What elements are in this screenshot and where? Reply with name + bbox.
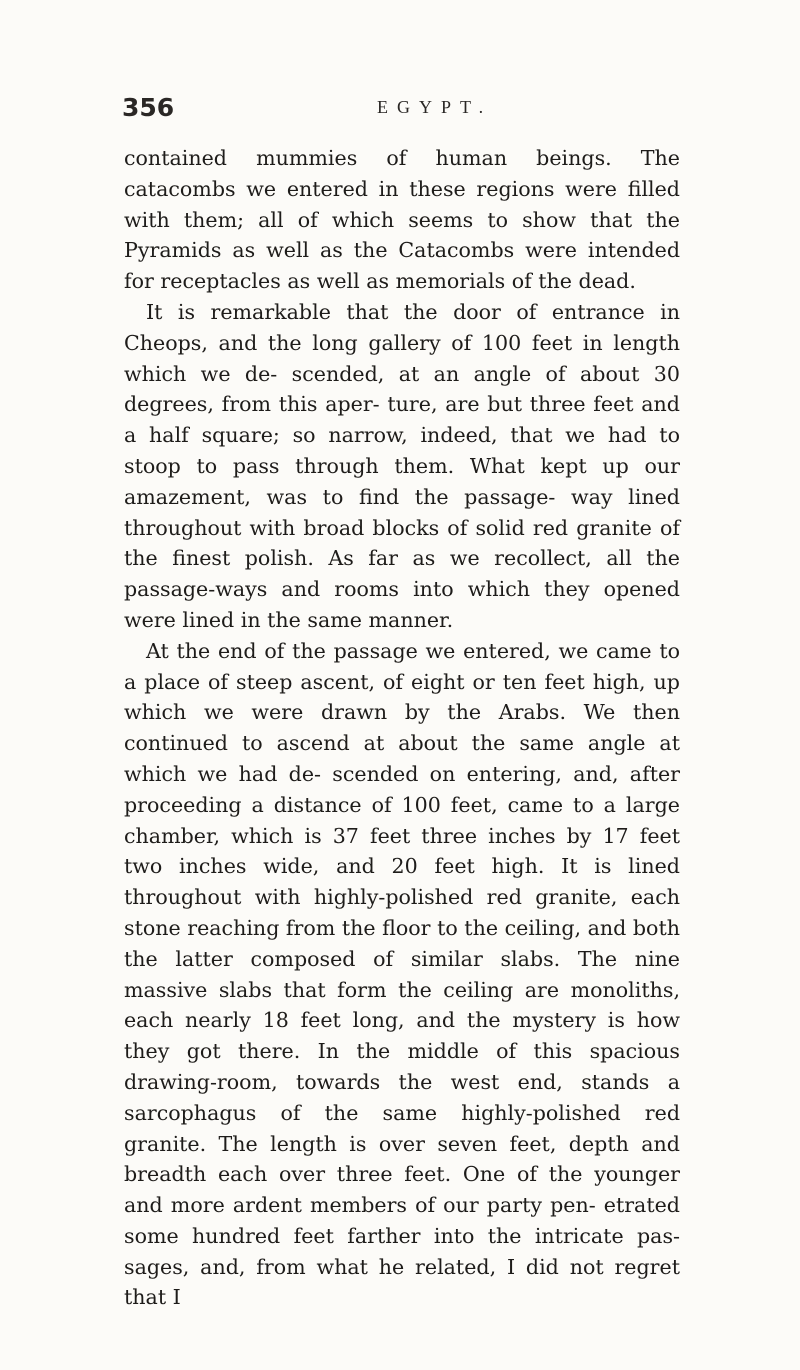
paragraph-continued: contained mummies of human beings. The catacombs we entered in these regions were filled with them; all of which seems to show that the Pyramids as well as the Catacombs were intended for receptacles as well as memorials of the dead.: [124, 146, 680, 294]
running-head: [122, 93, 682, 123]
paragraph-cheops-entrance: It is remarkable that the door of entrance in Cheops, and the long gallery of 100 feet in length which we de- scended, at an angle of about 30 degrees, from this aper- ture, are but three feet and a half square; so narrow, indeed, that we had to stoop to pass through them. What kept up our amazement, was to find the passage- way lined throughout with broad blocks of solid red granite of the finest polish. As far as we recollect, all the passage-ways and rooms into which they opened were lined in the same manner.: [124, 299, 680, 632]
running-title: EGYPT.: [377, 97, 493, 117]
body-text: [124, 143, 680, 1313]
page-number: 356: [122, 93, 175, 122]
paragraph-great-chamber: At the end of the passage we entered, we came to a place of steep ascent, of eight or ten feet high, up which we were drawn by the Arabs. We then continued to ascend at about the same angle at which we had de- scended on entering, and, after proceeding a distance of 100 feet, came to a large chamber, which is 37 feet three inches by 17 feet two inches wide, and 20 feet high. It is lined throughout with highly-polished red granite, each stone reaching from the floor to the ceiling, and both the latter composed of similar slabs. The nine massive slabs that form the ceiling are monoliths, each nearly 18 feet long, and the mystery is how they got there. In the middle of this spacious drawing-room, towards the west end, stands a sarcophagus of the same highly-polished red granite. The length is over seven feet, depth and breadth each over three feet. One of the younger and more ardent members of our party pen- etrated some hundred feet farther into the intricate pas- sages, and, from what he related, I did not regret that I: [124, 638, 680, 1310]
